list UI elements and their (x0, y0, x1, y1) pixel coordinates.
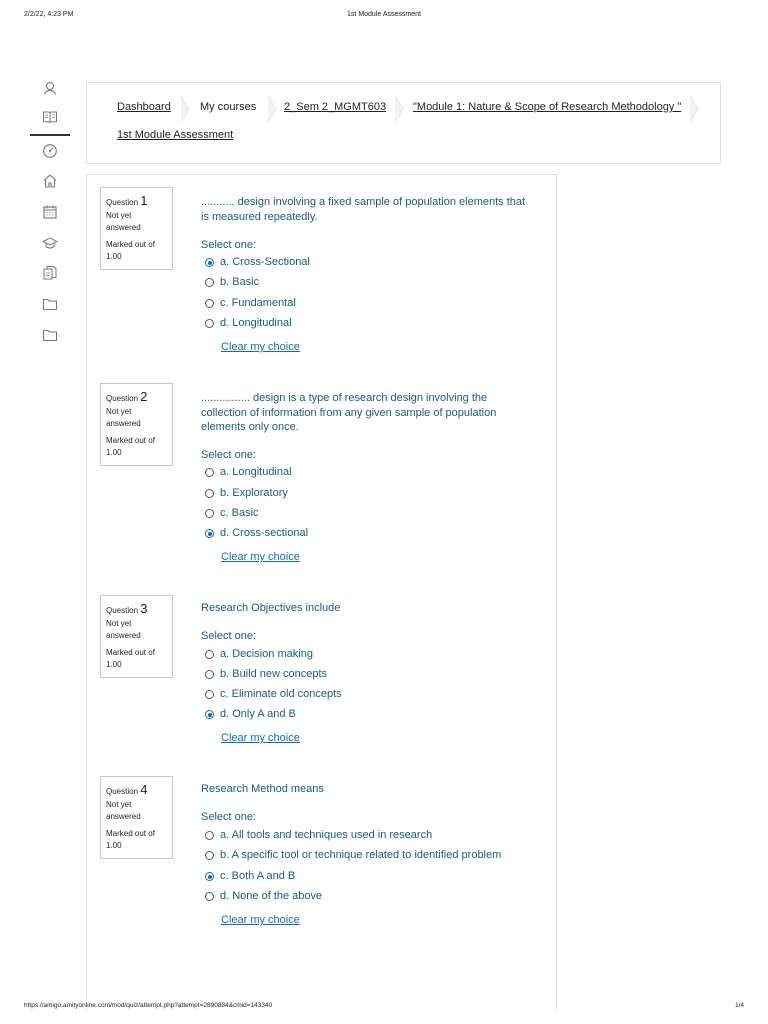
question-state: Not yet answered (106, 211, 141, 232)
graduation-cap-icon[interactable] (42, 235, 58, 251)
question-info-1 (100, 187, 173, 270)
book-icon[interactable] (42, 109, 58, 125)
question-text-1: ........... design involving a fixed sample of population elements that is measured repeatedly. (201, 196, 526, 223)
radio-button[interactable] (205, 710, 214, 719)
breadcrumb-course[interactable]: 2_Sem 2_MGMT603 (284, 101, 387, 113)
print-url: https://amigo.amityonline.com/mod/quiz/attempt.php?attempt=2890884&cmid=143340 (24, 1002, 273, 1009)
radio-button[interactable] (205, 892, 214, 901)
radio-button[interactable] (205, 670, 214, 679)
user-icon[interactable] (42, 80, 58, 96)
radio-button[interactable] (205, 650, 214, 659)
question-grade: Marked out of 1.00 (106, 436, 155, 457)
print-header (24, 11, 744, 21)
copy-files-icon[interactable] (42, 265, 58, 281)
clear-choice-link[interactable]: Clear my choice (221, 551, 300, 563)
radio-button[interactable] (205, 489, 214, 498)
folder-icon[interactable] (42, 296, 58, 312)
radio-button[interactable] (205, 529, 214, 538)
nav-active-indicator (30, 134, 70, 136)
question-info-2 (100, 383, 173, 466)
question-grade: Marked out of 1.00 (106, 648, 155, 669)
question-grade: Marked out of 1.00 (106, 240, 155, 261)
question-state: Not yet answered (106, 800, 141, 821)
radio-button[interactable] (205, 468, 214, 477)
question-state: Not yet answered (106, 407, 141, 428)
question-text-3: Research Objectives include (201, 602, 341, 614)
breadcrumb (86, 82, 721, 164)
chevron-right-icon (689, 96, 699, 122)
page-number: 1/4 (734, 1002, 744, 1009)
folder-icon[interactable] (42, 327, 58, 343)
question-grade: Marked out of 1.00 (106, 829, 155, 850)
clear-choice-link[interactable]: Clear my choice (221, 732, 300, 744)
question-text-4: Research Method means (201, 783, 324, 795)
question-info-4 (100, 776, 173, 859)
dashboard-gauge-icon[interactable] (42, 143, 58, 159)
question-number: Question 3 (106, 601, 148, 616)
radio-button[interactable] (205, 690, 214, 699)
print-footer (24, 1002, 744, 1012)
breadcrumb-module[interactable]: "Module 1: Nature & Scope of Research Methodology " (413, 101, 682, 113)
question-number: Question 4 (106, 782, 148, 797)
select-one-prompt: Select one: (201, 630, 257, 642)
radio-button[interactable] (205, 872, 214, 881)
radio-button[interactable] (205, 831, 214, 840)
radio-button[interactable] (205, 509, 214, 518)
chevron-right-icon (267, 96, 277, 122)
question-number: Question 1 (106, 193, 148, 208)
question-state: Not yet answered (106, 619, 141, 640)
select-one-prompt: Select one: (201, 811, 257, 823)
quiz-panel (86, 174, 557, 1010)
print-datetime: 2/2/22, 4:23 PM (24, 11, 74, 18)
calendar-icon[interactable] (42, 204, 58, 220)
select-one-prompt: Select one: (201, 239, 257, 251)
question-number: Question 2 (106, 389, 148, 404)
radio-button[interactable] (205, 319, 214, 328)
print-title: 1st Module Assessment (347, 11, 421, 18)
radio-button[interactable] (205, 278, 214, 287)
question-info-3 (100, 595, 173, 678)
breadcrumb-dashboard[interactable]: Dashboard (117, 101, 171, 113)
clear-choice-link[interactable]: Clear my choice (221, 914, 300, 926)
radio-button[interactable] (205, 299, 214, 308)
chevron-right-icon (394, 96, 404, 122)
radio-button[interactable] (205, 851, 214, 860)
breadcrumb-my-courses[interactable]: My courses (200, 101, 257, 113)
clear-choice-link[interactable]: Clear my choice (221, 341, 300, 353)
home-icon[interactable] (42, 173, 58, 189)
breadcrumb-assessment[interactable]: 1st Module Assessment (117, 129, 234, 141)
radio-button[interactable] (205, 258, 214, 267)
select-one-prompt: Select one: (201, 449, 257, 461)
chevron-right-icon (180, 96, 190, 122)
question-text-2: ................ design is a type of research design involving the collection of information from any given sample of population elements only once. (201, 392, 497, 433)
